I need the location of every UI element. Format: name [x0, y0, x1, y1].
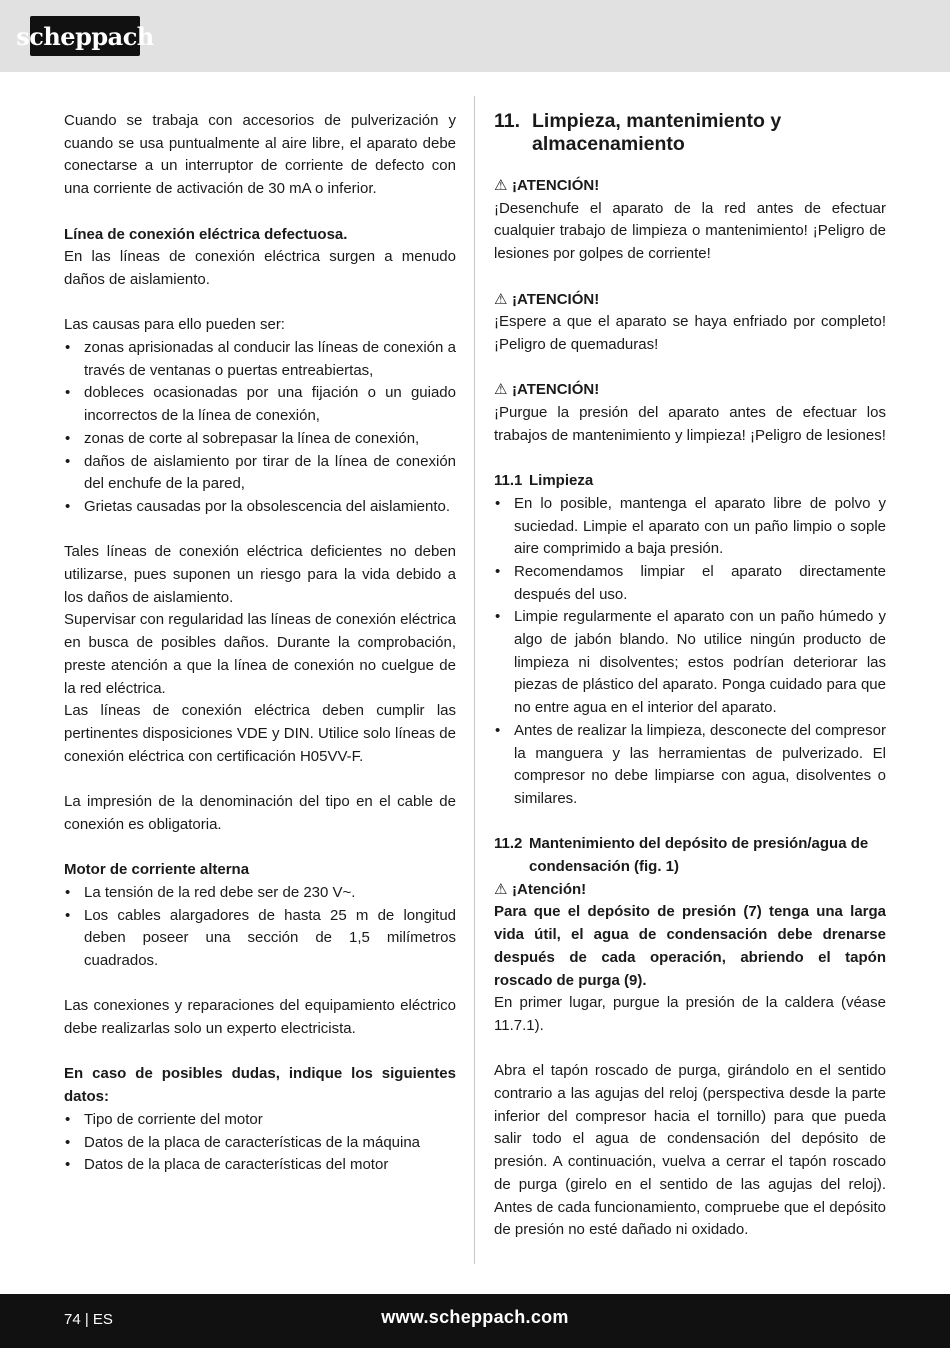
page-number: 74 | ES [64, 1311, 113, 1328]
subsection-title-cleaning [494, 470, 886, 493]
warning-heading: ⚠ ¡ATENCIÓN! [494, 175, 886, 198]
list-item: • Los cables alargadores de hasta 25 m de longitud deben poseer una sección de 1,5 milímetros cuadrados. [64, 905, 456, 973]
warning-text: ¡Purgue la presión del aparato antes de efectuar los trabajos de mantenimiento y limpieza! ¡Peligro de lesiones! [494, 404, 886, 444]
motor-list [64, 882, 456, 973]
causes-intro: Las causas para ello pueden ser: [64, 316, 285, 334]
paragraph-electrician: Las conexiones y reparaciones del equipamiento eléctrico debe realizarlas solo un experto electricista. [64, 997, 456, 1038]
subsection-number: 11.1 [494, 472, 523, 490]
doubts-list [64, 1109, 456, 1177]
list-item: • Grietas causadas por la obsolescencia del aislamiento. [64, 496, 456, 519]
warning-triangle-icon: ⚠ [494, 177, 508, 194]
list-item: • La tensión de la red debe ser de 230 V~. [64, 882, 456, 905]
subsection-number: 11.2 [494, 835, 523, 853]
list-item: • Antes de realizar la limpieza, desconecte del compresor la manguera y las herramientas de pulverizado. El compresor no debe limpiarse con agua, disolventes o similares. [494, 720, 886, 811]
warning-heading: ⚠ ¡ATENCIÓN! [494, 289, 886, 312]
subsection-title-text: Limpieza [529, 472, 594, 490]
list-item: • zonas aprisionadas al conducir las líneas de conexión a través de ventanas o puertas entreabiertas, [64, 337, 456, 382]
warning-triangle-icon: ⚠ [494, 381, 508, 399]
warning-text: ¡Espere a que el aparato se haya enfriado por completo! ¡Peligro de quemaduras! [494, 313, 886, 353]
heading-ac-motor: Motor de corriente alterna [64, 861, 250, 879]
cleaning-list [494, 493, 886, 811]
header-band [0, 0, 950, 72]
paragraph-supervise: Supervisar con regularidad las líneas de conexión eléctrica en busca de posibles daños. Durante la comprobación, preste atención a que la línea de conexión no cuelgue de la red eléctrica. [64, 611, 456, 697]
list-item: • zonas de corte al sobrepasar la línea de conexión, [64, 428, 456, 451]
subsection-title-maintenance [494, 833, 886, 878]
list-item: • Tipo de corriente del motor [64, 1109, 456, 1132]
list-item: • Datos de la placa de características del motor [64, 1154, 456, 1177]
right-column [494, 110, 886, 1242]
paragraph-deficient-lines: Tales líneas de conexión eléctrica deficientes no deben utilizarse, pues suponen un riesgo para la vida debido a los daños de aislamiento. [64, 543, 456, 606]
list-item: • Datos de la placa de características de la máquina [64, 1132, 456, 1155]
heading-defective-line: Línea de conexión eléctrica defectuosa. [64, 225, 348, 243]
warning-heading: ⚠ ¡ATENCIÓN! [494, 379, 886, 402]
list-item: • Recomendamos limpiar el aparato directamente después del uso. [494, 561, 886, 606]
paragraph-drain-bold: Para que el depósito de presión (7) tenga una larga vida útil, el agua de condensación debe drenarse después de cada operación, abriendo el tapón roscado de purga (9). [494, 903, 886, 989]
list-item: • dobleces ocasionadas por una fijación o un guiado incorrectos de la línea de conexión, [64, 382, 456, 427]
heading-doubts: En caso de posibles dudas, indique los siguientes datos: [64, 1065, 456, 1106]
warning-triangle-icon: ⚠ [494, 290, 508, 308]
warning-text: ¡Desenchufe el aparato de la red antes de efectuar cualquier trabajo de limpieza o mantenimiento! ¡Peligro de lesiones por golpes de corriente! [494, 199, 886, 263]
list-item: • En lo posible, mantenga el aparato libre de polvo y suciedad. Limpie el aparato con un paño limpio o sople aire comprimido a baja presión. [494, 493, 886, 561]
brand-logo: scheppach [30, 16, 140, 56]
paragraph-insulation-damage: En las líneas de conexión eléctrica surgen a menudo daños de aislamiento. [64, 248, 456, 288]
section-title [494, 110, 886, 156]
column-divider [474, 96, 475, 1264]
website-link[interactable]: www.scheppach.com [381, 1307, 569, 1327]
section-number: 11. [494, 110, 521, 132]
warning-heading: ⚠ ¡Atención! [494, 879, 886, 902]
section-title-text: Limpieza, mantenimiento y almacenamiento [532, 110, 782, 155]
paragraph-drain-plug: Abra el tapón roscado de purga, girándolo en el sentido contrario a las agujas del reloj (perspectiva desde la parte inferior del compresor hacia el tornillo) para que pueda salir todo el agua de condensación del depósito de presión. A continuación, vuelva a cerrar el tapón roscado de purga (girelo en el sentido de las agujas del reloj). Antes de cada funcionamiento, compruebe que el depósito de presión no esté dañado ni oxidado. [494, 1062, 886, 1239]
list-item: • Limpie regularmente el aparato con un paño húmedo y algo de jabón blando. No utilice ningún producto de limpieza ni disolventes; estos podrían deteriorar las piezas de plástico del aparato. Ponga cuidado para que no entre agua en el interior del aparato. [494, 606, 886, 720]
subsection-title-text: Mantenimiento del depósito de presión/agua de condensación (fig. 1) [529, 835, 869, 876]
left-column [64, 110, 456, 1177]
paragraph-purge-first: En primer lugar, purgue la presión de la caldera (véase 11.7.1). [494, 994, 886, 1034]
warning-triangle-icon: ⚠ [494, 880, 508, 898]
list-item: • daños de aislamiento por tirar de la línea de conexión del enchufe de la pared, [64, 451, 456, 496]
causes-list [64, 337, 456, 519]
paragraph-residual-current: Cuando se trabaja con accesorios de pulverización y cuando se usa puntualmente al aire libre, el aparato debe conectarse a un interruptor de corriente de defecto con una corriente de activación de 30 mA o inferior. [64, 112, 456, 198]
paragraph-type-printing: La impresión de la denominación del tipo en el cable de conexión es obligatoria. [64, 793, 456, 833]
paragraph-vde-din: Las líneas de conexión eléctrica deben cumplir las pertinentes disposiciones VDE y DIN. Utilice solo líneas de conexión eléctrica con certificación H05VV-F. [64, 702, 456, 765]
